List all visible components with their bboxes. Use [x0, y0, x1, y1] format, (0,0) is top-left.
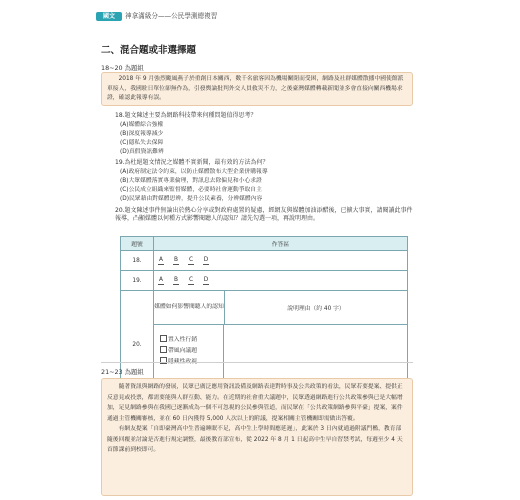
section-divider	[101, 362, 413, 363]
choice-c[interactable]: C	[188, 256, 194, 263]
q20-label: 媒體如何影響閱聽人的認知	[154, 291, 225, 324]
question-number: 20.	[115, 207, 125, 214]
col-question-header: 題號	[121, 237, 154, 251]
passage-box-2	[101, 378, 413, 496]
question-text: 為杜絕題文情況之媒體不實新聞，最有效的方法為何？	[124, 159, 269, 166]
check-label: 帶風向議題	[168, 348, 197, 354]
passage-text-1: 2018 年 9 月強烈颱風燕子於重創日本關西，數千名旅客因為機場關閉而受困，網路及社群媒體散播中國使館派車接人，我國駐日單位卻無作為，引發輿論批判外交人員救災不力，之後臺灣媒體轉載新聞並多會直接向關西機場求證，確認此報導有誤。	[107, 76, 404, 101]
question-18	[115, 112, 415, 120]
question-19	[115, 159, 415, 167]
choice-c[interactable]: C	[188, 276, 194, 283]
question-number: 19.	[115, 159, 125, 166]
option-19b[interactable]: (B)大眾媒體落實專業倫理，對訊息去除偏見和小心求證	[120, 178, 262, 184]
answer-row-19	[121, 271, 408, 291]
header-title: 神拿滿級分——公民學測總複習	[125, 12, 218, 20]
question-range-21-23: 21~23 為題組	[101, 368, 144, 376]
choice-a[interactable]: A	[159, 276, 163, 283]
choice-b[interactable]: B	[174, 276, 178, 283]
option-19a[interactable]: (A)政府制定法令約束，以防止媒體散布大型企業併購報導	[120, 169, 268, 175]
choice-b[interactable]: B	[174, 256, 178, 263]
question-text: 題文陳述主要為網路科技帶來何種問題值得思考？	[124, 112, 257, 119]
passage-box-1	[101, 72, 413, 106]
choice-cell	[154, 251, 408, 271]
row-number: 19.	[121, 271, 154, 291]
choice-cell	[154, 271, 408, 291]
col-answer-header: 作答區	[154, 237, 408, 251]
row-number: 18.	[121, 251, 154, 271]
question-number: 18.	[115, 112, 125, 119]
option-18b[interactable]: (B)深度報導減少	[120, 131, 164, 137]
answer-table	[120, 236, 408, 400]
header-tab: 國文	[96, 12, 122, 21]
answer-table-header	[121, 237, 408, 251]
option-18d[interactable]: (D)真假資訊難辨	[120, 149, 164, 155]
option-19c[interactable]: (C)公民成立組織來監督媒體，必要時社會運動爭取自主	[120, 187, 262, 193]
choice-a[interactable]: A	[159, 256, 163, 263]
passage-paragraph-1: 隨著資訊與網路的發展，民眾已廣泛應用資訊設備及網路表達對時事及公共政策的看法，民眾若要提案、提供正反意見或投票，都需要能與人群互動、能力。在近期的社會重大議題中，民眾透過網路進行公共政策參與已是大幅增加，足見網路參與在我國已逐漸成為一個不可忽視的公民參與管道，而民眾在「公共政策網路參與平臺」提案，案件通過主管機關審核，並在 60 日內獲得 5,000 人次以上的附議，提案相關主管機關即需做出答覆。	[107, 384, 403, 422]
checkbox-icon[interactable]	[160, 335, 167, 342]
question-20	[115, 207, 415, 223]
choice-d[interactable]: D	[203, 276, 209, 283]
choice-d[interactable]: D	[203, 256, 209, 263]
q20-reason-label: 說明理由（約 40 字）	[287, 306, 345, 312]
answer-row-18	[121, 251, 408, 271]
option-18a[interactable]: (A)媒體綜合強權	[120, 122, 164, 128]
question-text: 題文陳述事件無論出於熱心分享或對政府處置的疑慮，經網友與媒體加油添醋後，已擴大事實，請閱讀此事件報導，凸顯媒體以何種方式影響閱聽人的認知？請先勾選一項，再說明理由。	[115, 207, 413, 222]
check-label: 置入性行銷	[168, 337, 197, 343]
q20-check-2[interactable]	[160, 346, 217, 357]
question-range-18-20: 18~20 為題組	[101, 64, 144, 72]
checkbox-icon[interactable]	[160, 346, 167, 353]
section-title: 二、混合題或非選擇題	[101, 45, 197, 56]
row-number: 20.	[121, 291, 154, 400]
q20-check-1[interactable]	[160, 335, 217, 346]
option-19d[interactable]: (D)民眾藉由對媒體思辨，提升公民素養，分辨媒體內容	[120, 196, 263, 202]
passage-paragraph-2: 有網友提案「自即臺灣高中生普遍睡眠不足，高中生上學時間應延遲」，此案於 3 日內就通過附議門檻，教育部隨後回覆並討論是否進行規定調整，最後教育部宣布，從 2022 年 8 月 1 日起高中生早自習禁考試，每週至少 4 天首節課前到校即可。	[107, 426, 403, 453]
option-18c[interactable]: (C)隱私失去保障	[120, 140, 164, 146]
